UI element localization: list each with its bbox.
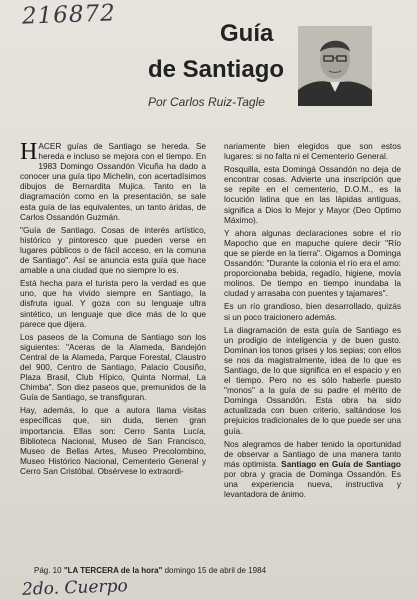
page-number: Pág. 10 [34,566,62,575]
source-footer [34,566,266,575]
paragraph-text: ACER guías de Santiago se hereda. Se hereda e incluso se mejora con el tiempo. En 1983 Domingo Ossandón Vicuña ha dado a conocer una guía tipo Michelin, con acertadísimos dibujos de Bernardita Mujica. Tanto en la diagramación como en la presentación, se sale esta guía de las equivalentes, un tanto áridas, de Carlos Ossandón Guzmán. [20,141,206,222]
paragraph: La diagramación de esta guía de Santiago es un prodigio de inteligencia y de buen gusto. Dominan los tonos grises y los sepias; con ellos se nos da magistralmente, idea de lo que es Santiago, de lo que significa en el espacio y en el tiempo. Pero no es sólo haberle puesto "monos" a la guía de su padre el mérito de Dominga Ossandón. Esta obra ha sido actualizada con buen criterio, saltándose los prejuicios tradicionales de lo que puede ser una guía. [224,324,401,436]
handwritten-section-note: 2do. Cuerpo [21,576,129,600]
byline: Por Carlos Ruiz-Tagle [148,95,265,109]
paragraph [20,141,206,222]
paragraph: Es un río grandioso, bien desarrollado, quizás si un poco traicionero además. [224,301,401,322]
paragraph-text: Nos alegramos de haber tenido la oportunidad de observar a Santiago de una manera tanto más optimista. [224,438,401,469]
paragraph: Hay, además, lo que a autora llama visitas específicas que, sin duda, tienen gran importancia. Ellas son: Cerro Santa Lucía, Biblioteca Nacional, Museo de San Francisco, Museo de Bellas Artes, Museo Precolombino, Museo Histórico Nacional, Cementerio General y Cerro San Cristóbal. Obsérvese lo extraordi- [20,405,206,476]
handwritten-catalog-number: 216872 [21,0,117,30]
article-column-2 [224,141,401,502]
paragraph: nariamente bien elegidos que son estos lugares: si no falta ni el Cementerio General. [224,141,401,162]
paragraph: "Guía de Santiago. Cosas de interés artístico, histórico y pintoresco que pueden verse en lugares públicos o de fácil acceso, en la comuna de Santiago". Así se anuncia esta guía que hace amable a una ciudad que no siempre lo es. [20,224,206,276]
paragraph: Está hecha para el turista pero la verdad es que uno, que ha vivido siempre en Santiago, la disfruta igual. Y goza con su lenguaje ultra sintético, un lenguaje que dice más de lo que parece que dijera. [20,278,206,329]
drop-cap: H [20,139,38,165]
publication-name: "LA TERCERA de la hora" [63,566,163,575]
paragraph: Y ahora algunas declaraciones sobre el río Mapocho que en mapuche quiere decir "Río que se pierde en la tierra". Oigamos a Dominga Ossandón: "Durante la colonia el río era el amo: proporcionaba bebida, regadío, higiene, movía molinos. De tiempo en tiempo inundaba la ciudad y arrasaba con puentes y tajamares". [224,227,401,299]
headline-line-1: Guía [220,20,274,47]
paragraph: Rosquilla, esta Domingá Ossandón no deja de encontrar cosas. Advierte una inscripción que se repite en el cementerio, D.O.M., es la locución latina que en las lápidas antiguas, significa a Dios lo Mejor y Mayor (Deo Optimo Máximo). [224,164,401,225]
article-column-1 [20,141,206,479]
publication-date: domingo 15 de abril de 1984 [164,566,267,575]
paragraph [224,439,401,500]
emphasis-text: Santiago en Guía de Santiago [281,458,401,469]
paragraph: Los paseos de la Comuna de Santiago son los siguientes: "Aceras de la Alameda, Bandejón Central de la Alameda, Parque Forestal, Claustro del 900, Centro de Santiago, Palacio Cousiño, Plaza Brasil, Club Hípico, Quinta Normal, La Chimba". Son diez paseos que, premunidos de la Guía de Santiago, se transfiguran. [20,331,206,403]
headline-line-2: de Santiago [148,56,285,83]
author-portrait-icon [298,26,372,106]
paragraph-text: por obra y gracia de Dominga Ossandón. Es una experiencia nueva, instructiva y levantadora de ánimo. [224,468,401,500]
